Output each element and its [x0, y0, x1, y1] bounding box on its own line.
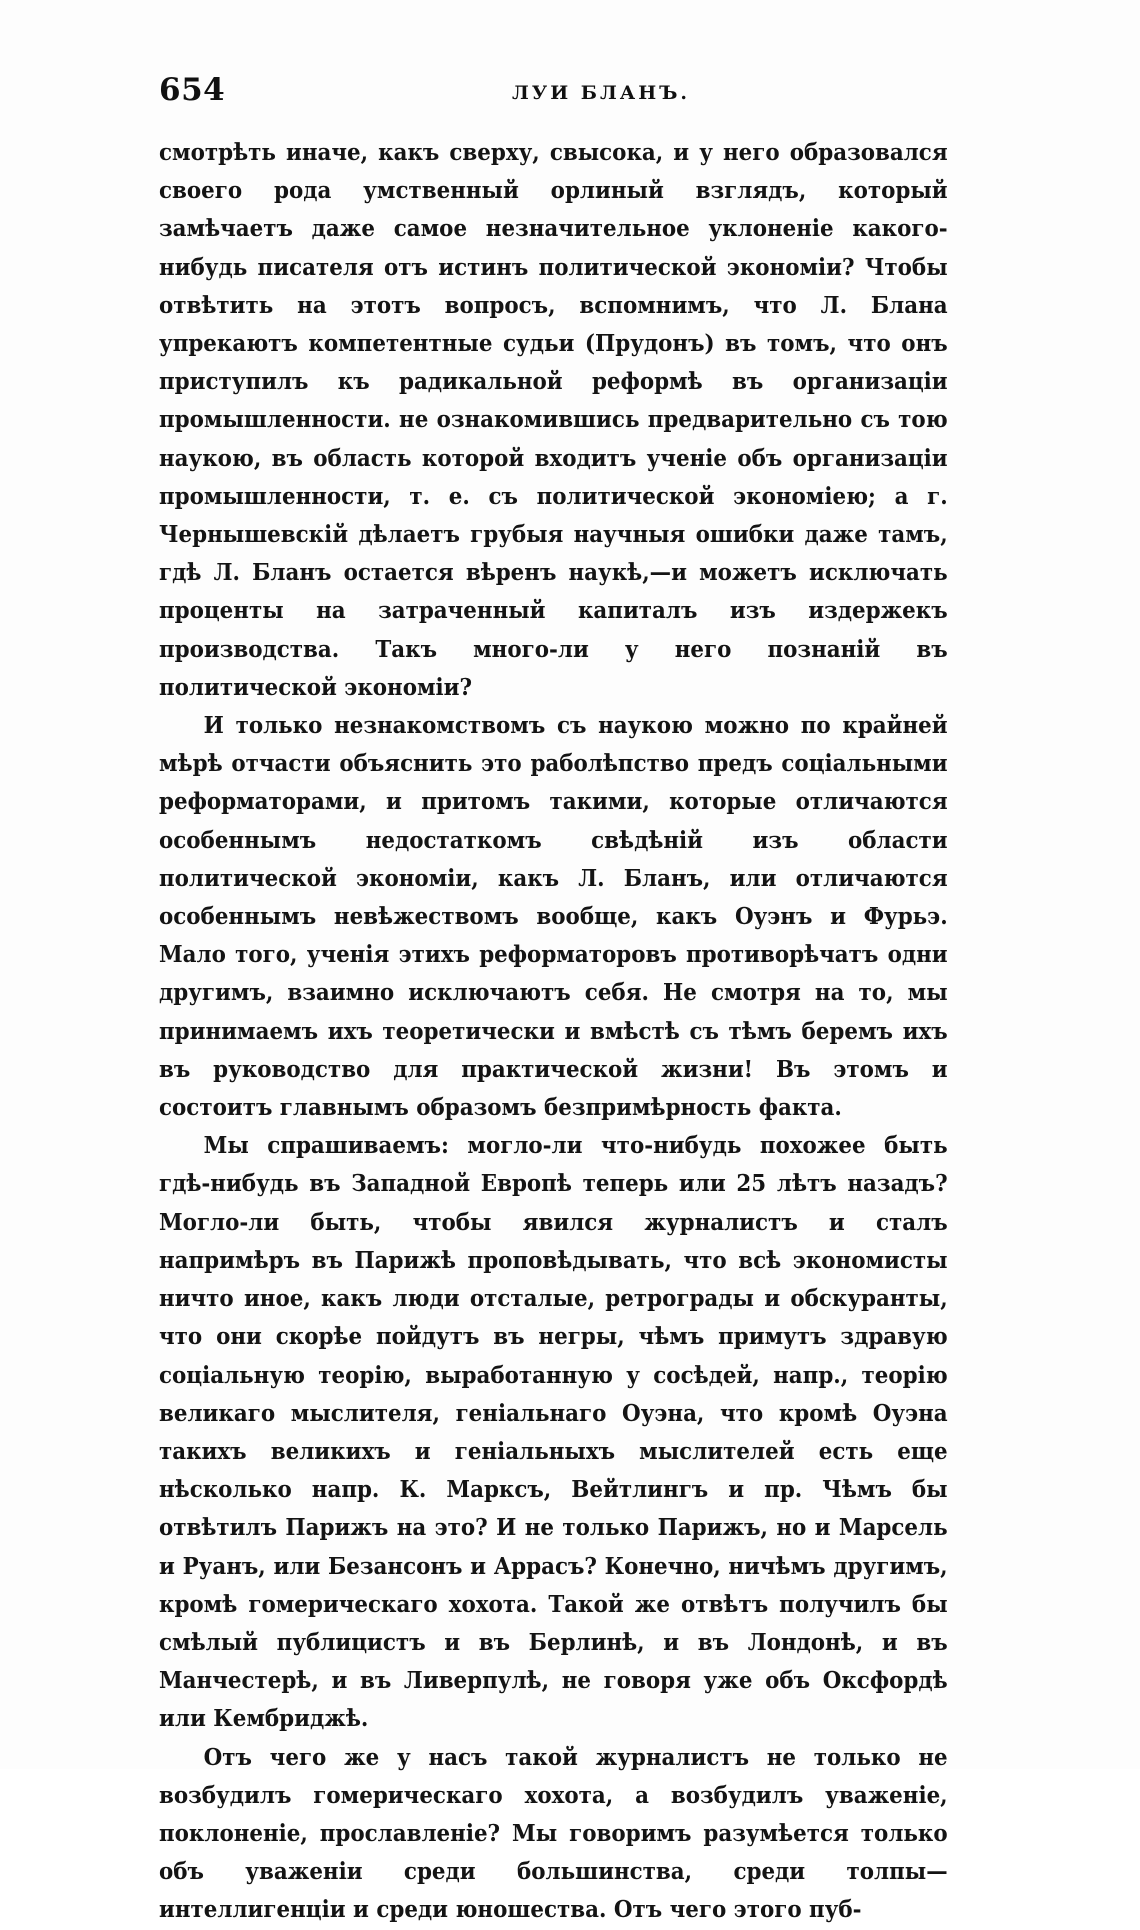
page-header	[155, 72, 1007, 112]
page-number: 654	[159, 72, 226, 108]
running-title: ЛУИ БЛАНЪ.	[511, 82, 691, 104]
body-text	[159, 134, 948, 1930]
paragraph-1: смотрѣть иначе, какъ сверху, свысока, и у него образовался своего рода умственный орлиный взглядъ, который замѣчаетъ даже самое незначительное уклоненіе какого-нибудь писателя отъ истинъ политической экономіи? Чтобы отвѣтить на этотъ вопросъ, вспомнимъ, что Л. Блана упрекаютъ компетентные судьи (Прудонъ) въ томъ, что онъ приступилъ къ радикальной реформѣ въ организаціи промышленности. не ознакомившись предварительно съ тою наукою, въ область которой входитъ ученіе объ организаціи промышленности, т. е. съ политической экономіею; а г. Чернышевскій дѣлаетъ грубыя научныя ошибки даже тамъ, гдѣ Л. Бланъ остается вѣренъ наукѣ,—и можетъ исключать проценты на затраченный капиталъ изъ издержекъ производства. Такъ много-ли у него познаній въ политической экономіи?	[159, 139, 948, 701]
paragraph-3: Мы спрашиваемъ: могло-ли что-нибудь похожее быть гдѣ-нибудь въ Западной Европѣ теперь или 25 лѣтъ назадъ? Могло-ли быть, чтобы явился журналистъ и сталъ напримѣръ въ Парижѣ проповѣдывать, что всѣ экономисты ничто иное, какъ люди отсталые, ретрограды и обскуранты, что они скорѣе пойдутъ въ негры, чѣмъ примутъ здравую соціальную теорію, выработанную у сосѣдей, напр., теорію великаго мыслителя, геніальнаго Оуэна, что кромѣ Оуэна такихъ великихъ и геніальныхъ мыслителей есть еще нѣсколько напр. К. Марксъ, Вейтлингъ и пр. Чѣмъ бы отвѣтилъ Парижъ на это? И не только Парижъ, но и Марсель и Руанъ, или Безансонъ и Аррасъ? Конечно, ничѣмъ другимъ, кромѣ гомерическаго хохота. Такой же отвѣтъ получилъ бы смѣлый публицистъ и въ Берлинѣ, и въ Лондонѣ, и въ Манчестерѣ, и въ Ливерпулѣ, не говоря уже объ Оксфордѣ или Кембриджѣ.	[159, 1132, 948, 1733]
paragraph-4: Отъ чего же у насъ такой журналистъ не только не возбудилъ гомерическаго хохота, а возбудилъ уваженіе, поклоненіе, прославленіе? Мы говоримъ разумѣется только объ уваженіи среди большинства, среди толпы—интеллигенціи и среди юношества. Отъ чего этого пуб-	[159, 1743, 948, 1924]
paragraph-2: И только незнакомствомъ съ наукою можно по крайней мѣрѣ отчасти объяснить это раболѣпство предъ соціальными реформаторами, и притомъ такими, которые отличаются особеннымъ недостаткомъ свѣдѣній изъ области политической экономіи, какъ Л. Бланъ, или отличаются особеннымъ невѣжествомъ вообще, какъ Оуэнъ и Фурьэ. Мало того, ученія этихъ реформаторовъ противорѣчатъ одни другимъ, взаимно исключаютъ себя. Не смотря на то, мы принимаемъ ихъ теоретически и вмѣстѣ съ тѣмъ беремъ ихъ въ руководство для практической жизни! Въ этомъ и состоитъ главнымъ образомъ безпримѣрность факта.	[159, 712, 948, 1122]
